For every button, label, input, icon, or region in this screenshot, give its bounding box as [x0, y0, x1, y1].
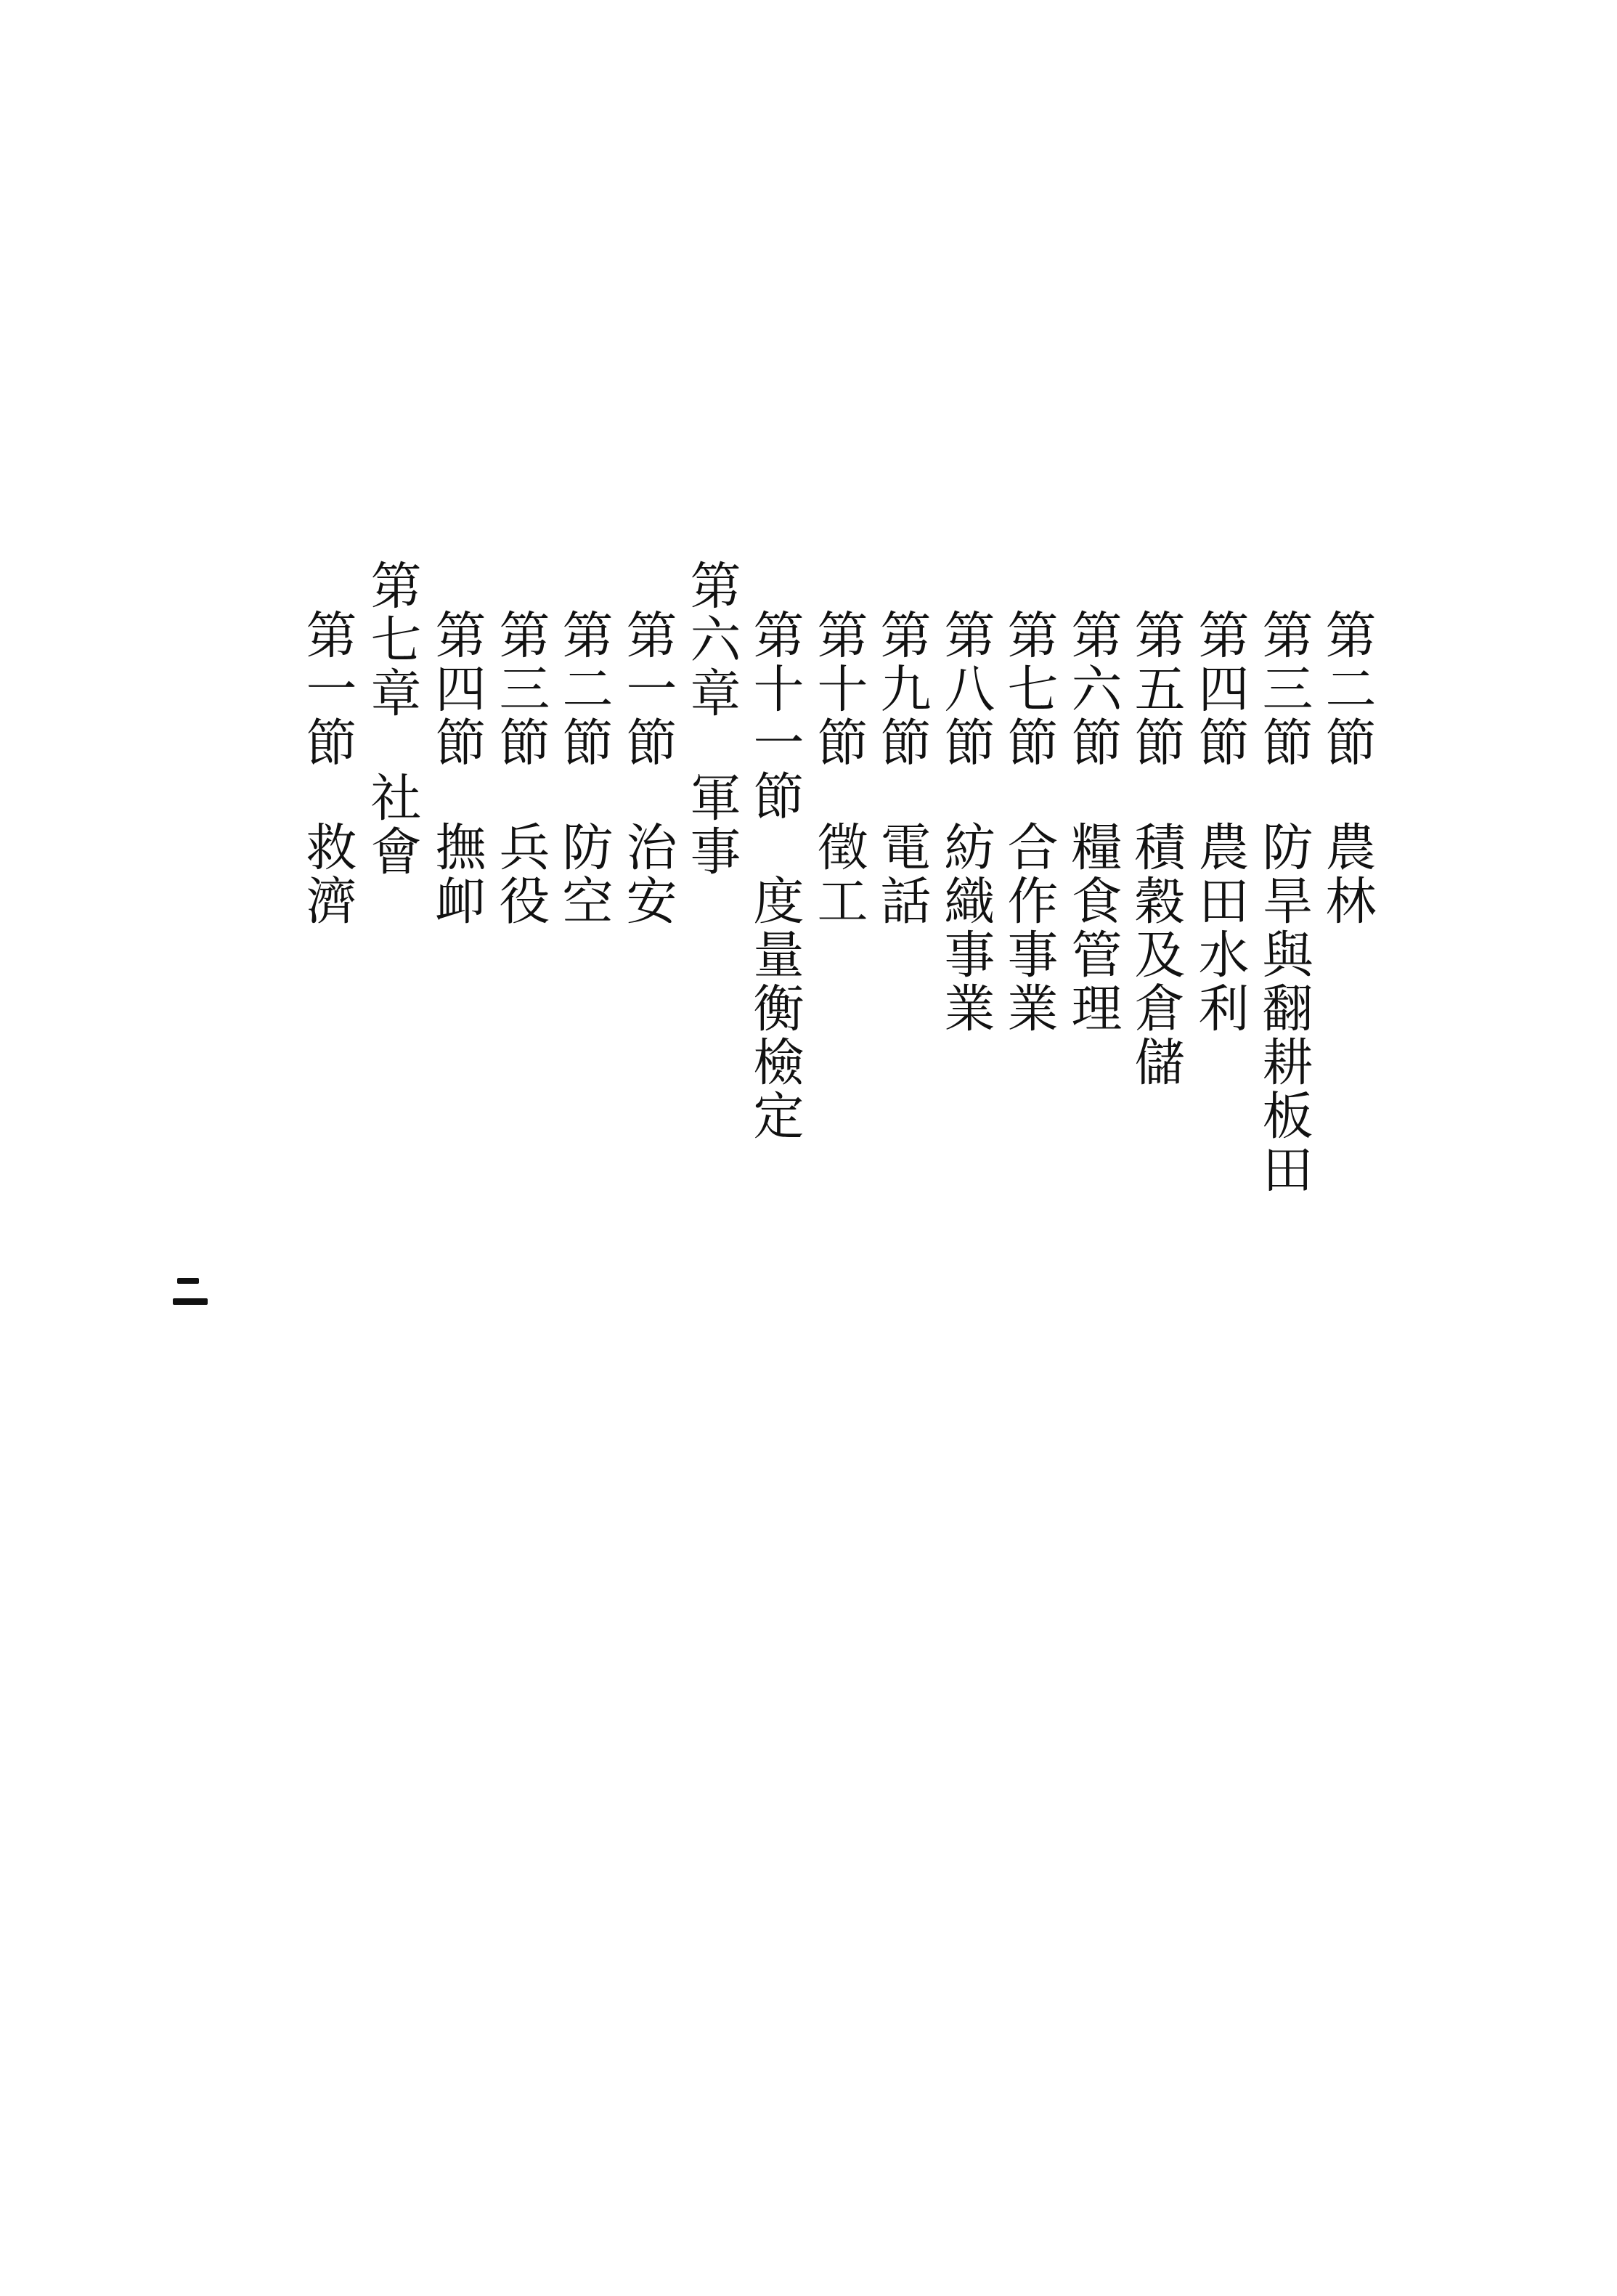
- toc-entry: [872, 608, 932, 928]
- chapter-title: 社會: [362, 771, 422, 879]
- toc-entry: [809, 608, 868, 928]
- toc-entry: [745, 608, 805, 1143]
- toc-entry: [554, 608, 614, 928]
- toc-entry: [1126, 608, 1186, 1089]
- section-label: 第十一節: [745, 608, 805, 823]
- toc-entry: [999, 608, 1059, 1035]
- section-title: 防旱與翻耕板田: [1254, 821, 1313, 1197]
- page-number-stroke: [173, 1298, 208, 1305]
- section-title: 合作事業: [999, 821, 1059, 1035]
- section-title: 徵工: [809, 821, 868, 928]
- section-title: 積穀及倉儲: [1126, 821, 1186, 1089]
- section-label: 第八節: [936, 608, 995, 770]
- page-number: [173, 1269, 216, 1313]
- section-label: 第十節: [809, 608, 868, 770]
- section-title: 紡織事業: [936, 821, 995, 1035]
- toc-entry: [1317, 608, 1377, 928]
- section-title: 電話: [872, 821, 932, 928]
- section-title: 糧食管理: [1063, 821, 1123, 1035]
- section-label: 第二節: [1317, 608, 1377, 770]
- section-title: 救濟: [298, 821, 357, 928]
- section-title: 度量衡檢定: [745, 874, 805, 1143]
- page-number-stroke: [177, 1278, 199, 1284]
- toc-entry: [491, 608, 550, 928]
- section-label: 第六節: [1063, 608, 1123, 770]
- section-label: 第二節: [554, 608, 614, 770]
- section-title: 農田水利: [1190, 821, 1250, 1035]
- chapter-heading: [682, 559, 741, 879]
- toc-entry: [298, 608, 357, 928]
- section-label: 第九節: [872, 608, 932, 770]
- section-label: 第三節: [491, 608, 550, 770]
- toc-entry: [427, 608, 486, 928]
- section-label: 第四節: [1190, 608, 1250, 770]
- section-title: 撫卹: [427, 821, 486, 928]
- section-label: 第一節: [618, 608, 677, 770]
- section-label: 第一節: [298, 608, 357, 770]
- section-title: 治安: [618, 821, 677, 928]
- chapter-heading: [362, 559, 422, 879]
- toc-entry: [1254, 608, 1313, 1197]
- chapter-title: 軍事: [682, 771, 741, 879]
- section-title: 防空: [554, 821, 614, 928]
- section-title: 農林: [1317, 821, 1377, 928]
- section-label: 第五節: [1126, 608, 1186, 770]
- chapter-label: 第七章: [362, 559, 422, 720]
- toc-entry: [1190, 608, 1250, 1035]
- chapter-label: 第六章: [682, 559, 741, 720]
- section-label: 第三節: [1254, 608, 1313, 770]
- toc-entry: [618, 608, 677, 928]
- section-label: 第四節: [427, 608, 486, 770]
- section-title: 兵役: [491, 821, 550, 928]
- section-label: 第七節: [999, 608, 1059, 770]
- toc-entry: [1063, 608, 1123, 1035]
- toc-entry: [936, 608, 995, 1035]
